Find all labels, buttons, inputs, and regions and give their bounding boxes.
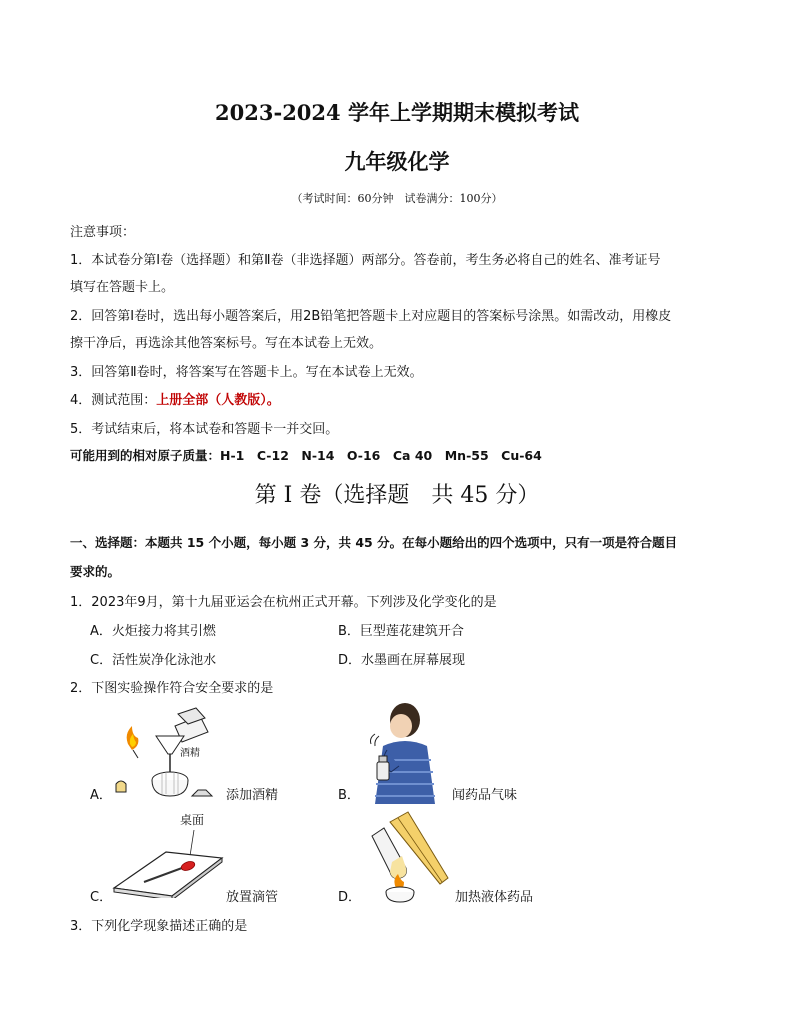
q2-option-c-label: 放置滴管 bbox=[226, 890, 279, 905]
q2-figure-d-heating-liquid bbox=[362, 808, 462, 904]
notes-heading: 注意事项： bbox=[70, 225, 136, 240]
q3-stem: 3．下列化学现象描述正确的是 bbox=[70, 919, 248, 934]
exam-subtitle: 九年级化学 bbox=[344, 149, 450, 174]
q2-option-b-label: 闻药品气味 bbox=[452, 788, 518, 803]
q2-figure-a-label-alcohol: 酒精 bbox=[180, 748, 200, 759]
desk-label-pointer bbox=[190, 830, 194, 856]
note-2-line-1: 2．回答第Ⅰ卷时，选出每小题答案后，用2B铅笔把答题卡上对应题目的答案标号涂黑。如需改动，用橡皮 bbox=[70, 309, 672, 324]
desk-icon bbox=[114, 852, 222, 898]
exam-info: （考试时间：60分钟 试卷满分：100分） bbox=[291, 192, 503, 205]
person-icon bbox=[375, 703, 435, 804]
note-4-prefix: 4．测试范围： bbox=[70, 393, 157, 408]
flame-icon bbox=[127, 726, 139, 758]
q2-figure-c-dropper bbox=[110, 826, 230, 898]
q2-option-d-label: 加热液体药品 bbox=[455, 890, 534, 905]
alcohol-lamp-icon bbox=[386, 887, 414, 902]
q2-figure-c-label-desk: 桌面 bbox=[180, 813, 205, 827]
note-1-line-2: 填写在答题卡上。 bbox=[70, 280, 175, 295]
note-2-line-2: 擦干净后，再选涂其他答案标号。写在本试卷上无效。 bbox=[70, 336, 383, 351]
q2-figure-b-smelling bbox=[365, 700, 445, 804]
q1-option-d: D．水墨画在屏幕展现 bbox=[338, 653, 466, 668]
exam-title: 2023-2024 学年上学期期末模拟考试 bbox=[215, 100, 579, 125]
q1-option-b: B．巨型莲花建筑开合 bbox=[338, 624, 464, 639]
q1-option-c: C．活性炭净化泳池水 bbox=[90, 653, 217, 668]
section-title: 第 I 卷（选择题 共 45 分） bbox=[254, 483, 540, 508]
q2-option-b-letter: B． bbox=[338, 788, 360, 803]
note-4-scope: 上册全部（人教版）。 bbox=[156, 393, 280, 408]
note-5: 5．考试结束后，将本试卷和答题卡一并交回。 bbox=[70, 422, 339, 437]
q1-option-a: A．火炬接力将其引燃 bbox=[90, 624, 216, 639]
q1-stem: 1．2023年9月，第十九届亚运会在杭州正式开幕。下列涉及化学变化的是 bbox=[70, 595, 497, 610]
q2-option-a-letter: A． bbox=[90, 788, 112, 803]
section-instruction-line-2: 要求的。 bbox=[70, 564, 121, 579]
section-instruction-line-1: 一、选择题：本题共 15 个小题，每小题 3 分，共 45 分。在每小题给出的四个选项中，只有一项是符合题目 bbox=[70, 535, 678, 550]
note-4 bbox=[70, 389, 280, 408]
q2-figure-a-adding-alcohol bbox=[110, 706, 220, 802]
note-3: 3．回答第Ⅱ卷时，将答案写在答题卡上。写在本试卷上无效。 bbox=[70, 365, 423, 380]
reagent-bottle-icon bbox=[371, 734, 390, 780]
q2-option-c-letter: C． bbox=[90, 890, 113, 905]
note-1-line-1: 1．本试卷分第Ⅰ卷（选择题）和第Ⅱ卷（非选择题）两部分。答卷前，考生务必将自己的姓名、准考证号 bbox=[70, 253, 661, 268]
atomic-masses: 可能用到的相对原子质量：H-1 C-12 N-14 O-16 Ca 40 Mn-55 Cu-64 bbox=[70, 448, 542, 463]
q2-option-a-label: 添加酒精 bbox=[226, 788, 279, 803]
q2-stem: 2．下图实验操作符合安全要求的是 bbox=[70, 681, 274, 696]
alcohol-lamp-icon bbox=[152, 772, 188, 796]
q2-option-d-letter: D． bbox=[338, 890, 362, 905]
